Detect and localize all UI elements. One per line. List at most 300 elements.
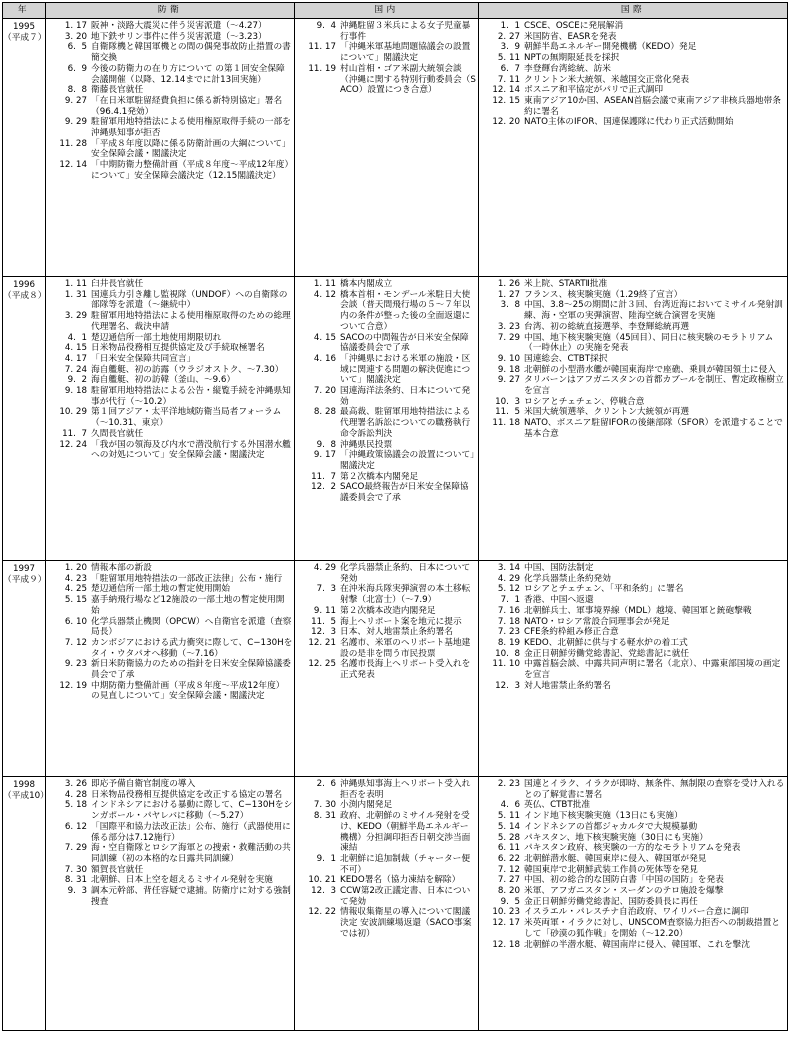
event-date: 12. 2 <box>311 482 336 493</box>
event-date: 4. 6 <box>500 800 520 811</box>
event-text: 臼井長官就任 <box>91 279 144 289</box>
event-text: 調本元幹部、背任容疑で逮捕。防衛庁に対する強制捜査 <box>91 886 291 907</box>
domestic-cell <box>295 561 479 777</box>
event-text: パキスタン、地下核実験実施（30日にも実施） <box>524 832 708 843</box>
event-text: 「沖縄県における米軍の施設・区域に関連する問題の解決促進について」閣議決定 <box>340 353 471 386</box>
event-date: 1. 27 <box>497 289 520 300</box>
event-text: 北朝鮮に追加制裁（チャーター便不可） <box>340 853 471 875</box>
event-item <box>480 333 786 354</box>
event-item <box>47 865 293 876</box>
year-cell <box>3 19 46 277</box>
event-date: 4. 15 <box>313 332 336 343</box>
defense-cell <box>46 19 295 277</box>
international-cell <box>479 19 788 277</box>
event-item <box>480 42 786 53</box>
event-date: 6. 11 <box>497 843 520 854</box>
event-text: 「日米安全保障共同宣言」 <box>91 353 196 364</box>
event-item <box>480 833 786 844</box>
event-text: 政府、北朝鮮のミサイル発射を受け、KEDO（朝鮮半島エネルギー機構）分担調印拒否日朝交渉当面凍結 <box>340 811 471 854</box>
event-item <box>480 822 786 833</box>
event-date: 7. 12 <box>497 864 520 875</box>
event-text: カンボジアにおける武力衝突に際して、C−130Hをタイ・ウタパオへ移動（〜7.16） <box>91 637 293 659</box>
event-text: タリバーンはアフガニスタンの首都カブールを制圧、暫定政権樹立を宣言 <box>524 375 784 397</box>
event-text: 自衛隊機と韓国軍機との間の偶発事故防止措置の書簡交換 <box>91 42 291 64</box>
event-text: ロシアとチェチェン、停戦合意 <box>524 396 645 407</box>
event-date: 12. 21 <box>308 637 336 648</box>
defense-cell <box>46 561 295 777</box>
year-cell <box>3 277 46 561</box>
event-date: 11. 7 <box>311 471 336 482</box>
event-date: 4. 28 <box>64 789 87 800</box>
event-text: CSCE、OSCEに発展解消 <box>524 21 624 31</box>
event-text: 国連海洋法条約、日本について発効 <box>340 386 471 407</box>
event-date: 5. 14 <box>497 821 520 832</box>
event-date: 12. 20 <box>492 117 520 128</box>
year-cell <box>3 561 46 777</box>
event-item <box>47 375 293 386</box>
event-date: 1. 26 <box>497 279 520 289</box>
event-text: 橋本内閣成立 <box>340 279 393 289</box>
event-date: 5. 11 <box>497 811 520 822</box>
event-item <box>296 563 477 584</box>
event-item <box>296 482 477 503</box>
event-date: 9. 18 <box>64 386 87 397</box>
event-text: 「駐留軍用地特措法の一部改正法律」公布・施行 <box>91 573 283 584</box>
event-item <box>480 279 786 290</box>
event-date: 6. 22 <box>497 853 520 864</box>
event-date: 4. 29 <box>313 563 336 573</box>
event-date: 4. 29 <box>497 573 520 584</box>
event-text: 台湾、初の総統直接選挙、李登輝総統再選 <box>524 321 690 332</box>
event-item <box>480 897 786 908</box>
event-item <box>47 407 293 428</box>
domestic-cell <box>295 277 479 561</box>
event-text: 今後の防衛力の在り方について の第１回安全保障会議開催（以降、12.14までに計13回実施） <box>91 63 285 85</box>
event-item <box>480 322 786 333</box>
event-item <box>480 638 786 649</box>
event-item <box>296 617 477 628</box>
event-item <box>47 365 293 376</box>
event-text: 日米物品役務相互提供協定を改正する協定の署名 <box>91 789 283 800</box>
event-date: 9. 2 <box>67 375 87 386</box>
event-item <box>296 854 477 875</box>
event-item <box>296 21 477 42</box>
event-date: 11. 5 <box>495 407 520 418</box>
event-item <box>47 790 293 801</box>
header-domestic: 国内 <box>295 3 479 19</box>
event-item <box>480 53 786 64</box>
event-date: 7. 1 <box>500 595 520 606</box>
event-item <box>296 638 477 659</box>
event-item <box>47 343 293 354</box>
event-date: 7. 20 <box>313 386 336 397</box>
event-text: KEDO、北朝鮮に供与する軽水炉の着工式 <box>524 637 688 648</box>
event-text: NPTの無期限延長を採択 <box>524 53 620 64</box>
event-text: 北朝鮮の小型潜水艦が韓国東海岸で座礁、乗員が韓国領土に侵入 <box>524 364 776 375</box>
event-text: NATO・ロシア常設合同理事会が発足 <box>524 616 670 627</box>
event-text: インドネシアの首都ジャカルタで大規模暴動 <box>524 821 698 832</box>
event-text: 第２次橋本内閣発足 <box>340 471 419 482</box>
event-text: 嘉手納飛行場など12施設の一部土地の暫定使用開始 <box>91 595 285 616</box>
event-text: 金正日朝鮮労働党総書記、国防委員長に再任 <box>524 896 698 907</box>
event-date: 4. 1 <box>67 332 87 343</box>
event-date: 5. 15 <box>64 595 87 606</box>
header-year: 年 <box>3 3 46 19</box>
event-date: 4. 25 <box>64 584 87 595</box>
event-text: SACOの中間報告が日米安全保障協議委員会で了承 <box>340 332 469 354</box>
event-date: 7. 30 <box>64 864 87 875</box>
event-date: 12. 24 <box>59 439 87 450</box>
event-text: 米上院、STARTⅡ批准 <box>524 279 608 289</box>
event-item <box>296 279 477 290</box>
event-text: クリントン米大統領、米越国交正常化発表 <box>524 74 690 85</box>
event-date: 6. 10 <box>64 616 87 627</box>
event-item <box>47 800 293 821</box>
event-text: 第１回アジア・太平洋地域防衛当局者フォーラム（〜10.31、東京） <box>91 407 282 429</box>
event-text: 化学兵器禁止条約発効 <box>524 573 611 584</box>
event-text: 海・空自衛隊とロシア海軍との捜索・救難活動の共同訓練（初の本格的な日露共同訓練） <box>91 843 291 864</box>
event-date: 3. 14 <box>497 563 520 573</box>
event-date: 3. 29 <box>64 311 87 322</box>
year-era: （平成８） <box>3 290 47 301</box>
year-era: （平成10） <box>3 790 49 801</box>
header-defense: 防衛 <box>46 3 295 19</box>
event-date: 11. 19 <box>308 63 336 74</box>
event-date: 7. 24 <box>64 364 87 375</box>
event-item <box>47 139 293 160</box>
event-text: 東南アジア10か国、ASEAN首脳会議で東南アジア非核兵器地帯条約に署名 <box>524 95 781 117</box>
event-date: 12. 15 <box>492 95 520 106</box>
event-date: 8. 20 <box>497 886 520 897</box>
event-text: 「中期防衛力整備計画（平成８年度〜平成12年度）について」安全保障会議決定（12.15閣議決定） <box>91 160 289 181</box>
event-text: パキスタン政府、核実験の一方的なモラトリアムを発表 <box>524 843 741 854</box>
year-number: 1996 <box>12 280 36 290</box>
event-date: 1. 11 <box>313 279 336 289</box>
event-text: 日本、対人地雷禁止条約署名 <box>340 627 453 638</box>
event-text: 中国、国防法制定 <box>524 563 594 573</box>
event-date: 12. 19 <box>59 680 87 691</box>
event-date: 5. 12 <box>497 584 520 595</box>
event-text: 情報本部の新設 <box>91 563 152 573</box>
event-item <box>47 875 293 886</box>
event-text: 沖縄駐留３米兵による女子児童暴行事件 <box>340 21 471 42</box>
header-row <box>3 3 788 19</box>
event-text: イスラエル・パレスチナ自治政府、ワイリバー合意に調印 <box>524 907 749 918</box>
year-cell <box>3 777 49 1031</box>
event-item <box>480 659 786 680</box>
event-item <box>47 584 293 595</box>
event-date: 7. 30 <box>313 800 336 811</box>
event-text: CCW第2改正議定書、日本について発効 <box>340 886 471 907</box>
event-text: 即応予備自衛官制度の導入 <box>91 779 196 789</box>
event-item <box>480 407 786 418</box>
event-date: 12. 3 <box>311 627 336 638</box>
event-text: SACO最終報告が日米安全保障協議委員会で了承 <box>340 482 469 504</box>
event-date: 7. 11 <box>497 74 520 85</box>
event-date: 9. 10 <box>497 353 520 364</box>
event-date: 12. 3 <box>311 886 336 897</box>
event-date: 11. 28 <box>59 138 87 149</box>
event-text: 化学兵器禁止条約、日本について発効 <box>340 563 471 584</box>
event-item <box>480 811 786 822</box>
event-text: 駐留軍用地特措法による公告・縦覧手続を沖縄県知事が代行（〜10.2） <box>91 386 291 407</box>
event-item <box>296 450 477 471</box>
table-row <box>3 277 788 561</box>
event-item <box>480 918 786 939</box>
event-date: 9. 27 <box>64 95 87 106</box>
event-text: 英仏、CTBT批准 <box>524 800 591 811</box>
table-row <box>3 777 788 1031</box>
event-item <box>47 32 293 43</box>
event-text: 沖縄県民投票 <box>340 439 393 450</box>
event-date: 3. 9 <box>500 42 520 53</box>
event-date: 9. 1 <box>316 853 336 864</box>
event-item <box>47 638 293 659</box>
event-item <box>296 290 477 333</box>
table-row <box>3 561 788 777</box>
event-date: 1. 1 <box>500 21 520 31</box>
event-date: 8. 19 <box>497 637 520 648</box>
event-text: 李登輝台湾総統、訪米 <box>524 63 611 74</box>
event-text: 駐留軍用地特措法による使用権原取得手続の一部を沖縄県知事が拒否 <box>91 117 291 139</box>
event-text: 米軍、アフガニスタン・スーダンのテロ施設を爆撃 <box>524 886 724 897</box>
domestic-cell <box>295 777 479 1031</box>
event-text: 海自艦艇、初の訪露（ウラジオストク、〜7.30） <box>91 364 284 375</box>
event-item <box>47 574 293 585</box>
event-item <box>47 21 293 32</box>
event-date: 1. 31 <box>64 289 87 300</box>
event-item <box>296 779 477 800</box>
event-date: 7. 27 <box>497 875 520 886</box>
event-text: 最高裁、駐留軍用地特措法による代理署名訴訟についての職務執行命令訴訟判決 <box>340 407 471 439</box>
event-item <box>480 375 786 396</box>
event-item <box>480 290 786 301</box>
event-date: 10. 21 <box>308 875 336 886</box>
event-date: 5. 18 <box>64 800 87 811</box>
event-item <box>480 865 786 876</box>
event-text: 朝鮮半島エネルギー開発機構（KEDO）発足 <box>524 42 697 53</box>
event-item <box>480 649 786 660</box>
event-text: 「国際平和協力法改正法」公布、施行（武器使用に係る部分は7.12施行） <box>91 821 291 843</box>
event-item <box>296 64 477 96</box>
event-date: 6. 7 <box>500 63 520 74</box>
event-text: 中国、地下核実験実施（45回目）、同日に核実験のモラトリアム（一時休止）の実施を発表 <box>524 332 774 354</box>
event-text: NATO主体のIFOR、国連保護隊に代わり正式活動開始 <box>524 117 734 128</box>
event-item <box>47 563 293 574</box>
event-date: 1. 20 <box>64 563 87 573</box>
event-date: 4. 12 <box>313 289 336 300</box>
event-item <box>47 822 293 843</box>
event-date: 9. 18 <box>497 364 520 375</box>
event-item <box>296 659 477 680</box>
event-item <box>47 595 293 616</box>
event-text: 小渕内閣発足 <box>340 800 393 811</box>
event-text: 駐留軍用地特措法による使用権原取得のための総理代理署名、裁決申請 <box>91 311 291 332</box>
event-item <box>480 606 786 617</box>
event-item <box>480 940 786 951</box>
event-item <box>47 333 293 344</box>
event-text: インドネシアにおける暴動に際して、C−130Hをシンガポール・パヤレバに移動（〜5.27） <box>91 800 293 822</box>
event-text: 中国、初の総合的な国防白書「中国の国防」を発表 <box>524 875 724 886</box>
year-number: 1997 <box>12 564 36 574</box>
event-item <box>480 96 786 117</box>
event-item <box>480 800 786 811</box>
event-item <box>296 440 477 451</box>
event-date: 7. 29 <box>497 332 520 343</box>
event-text: フランス、核実験実施（1.29終了宣言） <box>524 289 683 300</box>
event-text: KEDO署名（協力凍結を解除） <box>340 875 461 886</box>
event-item <box>296 386 477 407</box>
event-date: 10. 8 <box>495 648 520 659</box>
event-item <box>296 875 477 886</box>
international-cell <box>479 277 788 561</box>
event-text: ロシアとチェチェン、「平和条約」に署名 <box>524 584 684 595</box>
event-item <box>480 843 786 854</box>
event-text: 久間長官就任 <box>91 428 144 439</box>
event-item <box>47 85 293 96</box>
event-item <box>480 875 786 886</box>
event-date: 3. 26 <box>64 779 87 789</box>
event-item <box>47 886 293 907</box>
table-body <box>3 19 788 1031</box>
event-item <box>480 117 786 128</box>
event-text: 韓国東岸で北朝鮮武装工作員の死体等を発見 <box>524 864 698 875</box>
event-text: 橋本首相・モンデール米駐日大使会談（普天間飛行場の５〜７年以内の条件が整った後の全面返還について合意） <box>340 289 471 332</box>
event-date: 10. 23 <box>492 907 520 918</box>
event-date: 3. 20 <box>64 31 87 42</box>
event-date: 7. 12 <box>64 637 87 648</box>
event-item <box>480 32 786 43</box>
event-item <box>47 42 293 63</box>
event-date: 6. 9 <box>67 63 87 74</box>
table-row <box>3 19 788 277</box>
event-text: 中国、3.8〜25の期間に計３回、台湾近海においてミサイル発射訓練、海・空軍の実弾演習、陸海空統合演習を実施 <box>524 300 783 322</box>
event-item <box>480 64 786 75</box>
event-date: 10. 29 <box>59 407 87 418</box>
header-international: 国際 <box>479 3 788 19</box>
event-item <box>296 407 477 439</box>
event-date: 4. 23 <box>64 573 87 584</box>
event-date: 12. 25 <box>308 659 336 670</box>
event-date: 8. 8 <box>67 85 87 96</box>
event-item <box>480 418 786 439</box>
event-item <box>480 300 786 321</box>
international-cell <box>479 561 788 777</box>
event-item <box>480 397 786 408</box>
event-item <box>47 160 293 181</box>
event-date: 6. 12 <box>64 821 87 832</box>
event-date: 3. 8 <box>500 300 520 311</box>
event-text: 新日米防衛協力のための指針を日米安全保障協議委員会で了承 <box>91 659 291 681</box>
event-item <box>480 584 786 595</box>
event-date: 11. 5 <box>311 616 336 627</box>
event-item <box>47 96 293 117</box>
event-date: 9. 11 <box>313 605 336 616</box>
event-date: 5. 11 <box>497 53 520 64</box>
event-text: 米国防省、EASRを発表 <box>524 31 617 42</box>
event-item <box>47 386 293 407</box>
event-text: 北朝鮮の半潜水艇、韓国南岸に侵入、韓国軍、これを撃沈 <box>524 939 750 950</box>
event-item <box>296 584 477 605</box>
event-item <box>47 354 293 365</box>
event-text: 香港、中国へ返還 <box>524 595 594 606</box>
event-text: 国連総会、CTBT採択 <box>524 353 608 364</box>
event-item <box>480 21 786 32</box>
event-item <box>47 440 293 461</box>
event-text: 北朝鮮潜水艇、韓国東岸に侵入、韓国軍が発見 <box>524 853 707 864</box>
event-item <box>480 75 786 86</box>
defense-cell <box>46 277 295 561</box>
event-date: 9. 27 <box>497 375 520 386</box>
event-text: 中露首脳会談、中露共同声明に署名（北京）、中露東部国境の画定を宣言 <box>524 659 781 681</box>
event-date: 11. 18 <box>492 418 520 429</box>
event-date: 11. 7 <box>62 428 87 439</box>
event-date: 10. 3 <box>495 396 520 407</box>
event-date: 8. 31 <box>64 875 87 886</box>
event-text: 「沖縄政策協議会の設置について」閣議決定 <box>340 450 475 471</box>
event-text: 中期防衛力整備計画（平成８年度〜平成12年度）の見直しについて」安全保障会議・閣議決定 <box>91 680 285 702</box>
event-item <box>480 574 786 585</box>
event-item <box>47 64 293 85</box>
event-item <box>296 354 477 386</box>
event-item <box>480 595 786 606</box>
event-text: 対人地雷禁止条約署名 <box>524 680 611 691</box>
event-text: 在沖米海兵隊実弾演習の本土移転射撃（北富士）（〜7.9） <box>340 584 471 606</box>
event-item <box>47 779 293 790</box>
event-item <box>296 606 477 617</box>
event-item <box>480 85 786 96</box>
event-date: 12. 18 <box>492 939 520 950</box>
event-date: 7. 29 <box>64 843 87 854</box>
event-date: 5. 28 <box>497 832 520 843</box>
event-date: 7. 16 <box>497 605 520 616</box>
event-item <box>480 779 786 800</box>
year-era: （平成９） <box>3 574 47 585</box>
event-text: 楚辺通信所一部土地使用期限切れ <box>91 332 222 343</box>
event-item <box>480 365 786 376</box>
event-date: 12. 17 <box>492 918 520 929</box>
event-date: 9. 4 <box>316 21 336 31</box>
event-text: 村山首相・ゴア米副大統領会談（沖縄に関する特別行動委員会（SACO）設置につき合意） <box>340 63 476 96</box>
event-item <box>480 354 786 365</box>
event-date: 12. 22 <box>308 907 336 918</box>
event-date: 9. 8 <box>316 439 336 450</box>
event-text: 化学兵器禁止機関（OPCW）へ自衛官を派遣（査察局長） <box>91 616 292 638</box>
event-date: 4. 15 <box>64 343 87 354</box>
event-date: 7. 18 <box>497 616 520 627</box>
event-text: 名護市、米軍のヘリポート基地建設の是非を問う市民投票 <box>340 637 471 659</box>
event-date: 8. 28 <box>313 407 336 418</box>
event-item <box>480 681 786 692</box>
event-text: 情報収集衛星の導入について閣議決定 安波訓練場返還（SACO事案では初） <box>340 907 472 939</box>
event-item <box>47 311 293 332</box>
event-text: 「我が国の領海及び内水で潜没航行する外国潜水艦への対処について」安全保障会議・閣議決定 <box>91 439 291 461</box>
event-item <box>296 627 477 638</box>
event-date: 2. 23 <box>497 779 520 789</box>
event-date: 9. 3 <box>67 886 87 897</box>
event-text: 国連とイラク、イラクが即時、無条件、無制限の査察を受け入れるとの了解覚書に署名 <box>524 779 785 800</box>
event-item <box>47 617 293 638</box>
event-date: 12. 3 <box>495 680 520 691</box>
event-date: 12. 14 <box>492 85 520 96</box>
event-text: 沖縄県知事海上ヘリポート受入れ拒否を表明 <box>340 779 471 800</box>
event-text: 北朝鮮兵士、軍事境界線（MDL）越境、韓国軍と銃砲撃戦 <box>524 605 752 616</box>
event-date: 6. 5 <box>67 42 87 53</box>
event-date: 9. 17 <box>313 450 336 461</box>
event-date: 7. 3 <box>316 584 336 595</box>
event-text: 「在日米軍駐留経費負担に係る新特別協定」署名（96.4.1発効） <box>91 95 283 117</box>
event-text: 衛藤長官就任 <box>91 85 144 96</box>
